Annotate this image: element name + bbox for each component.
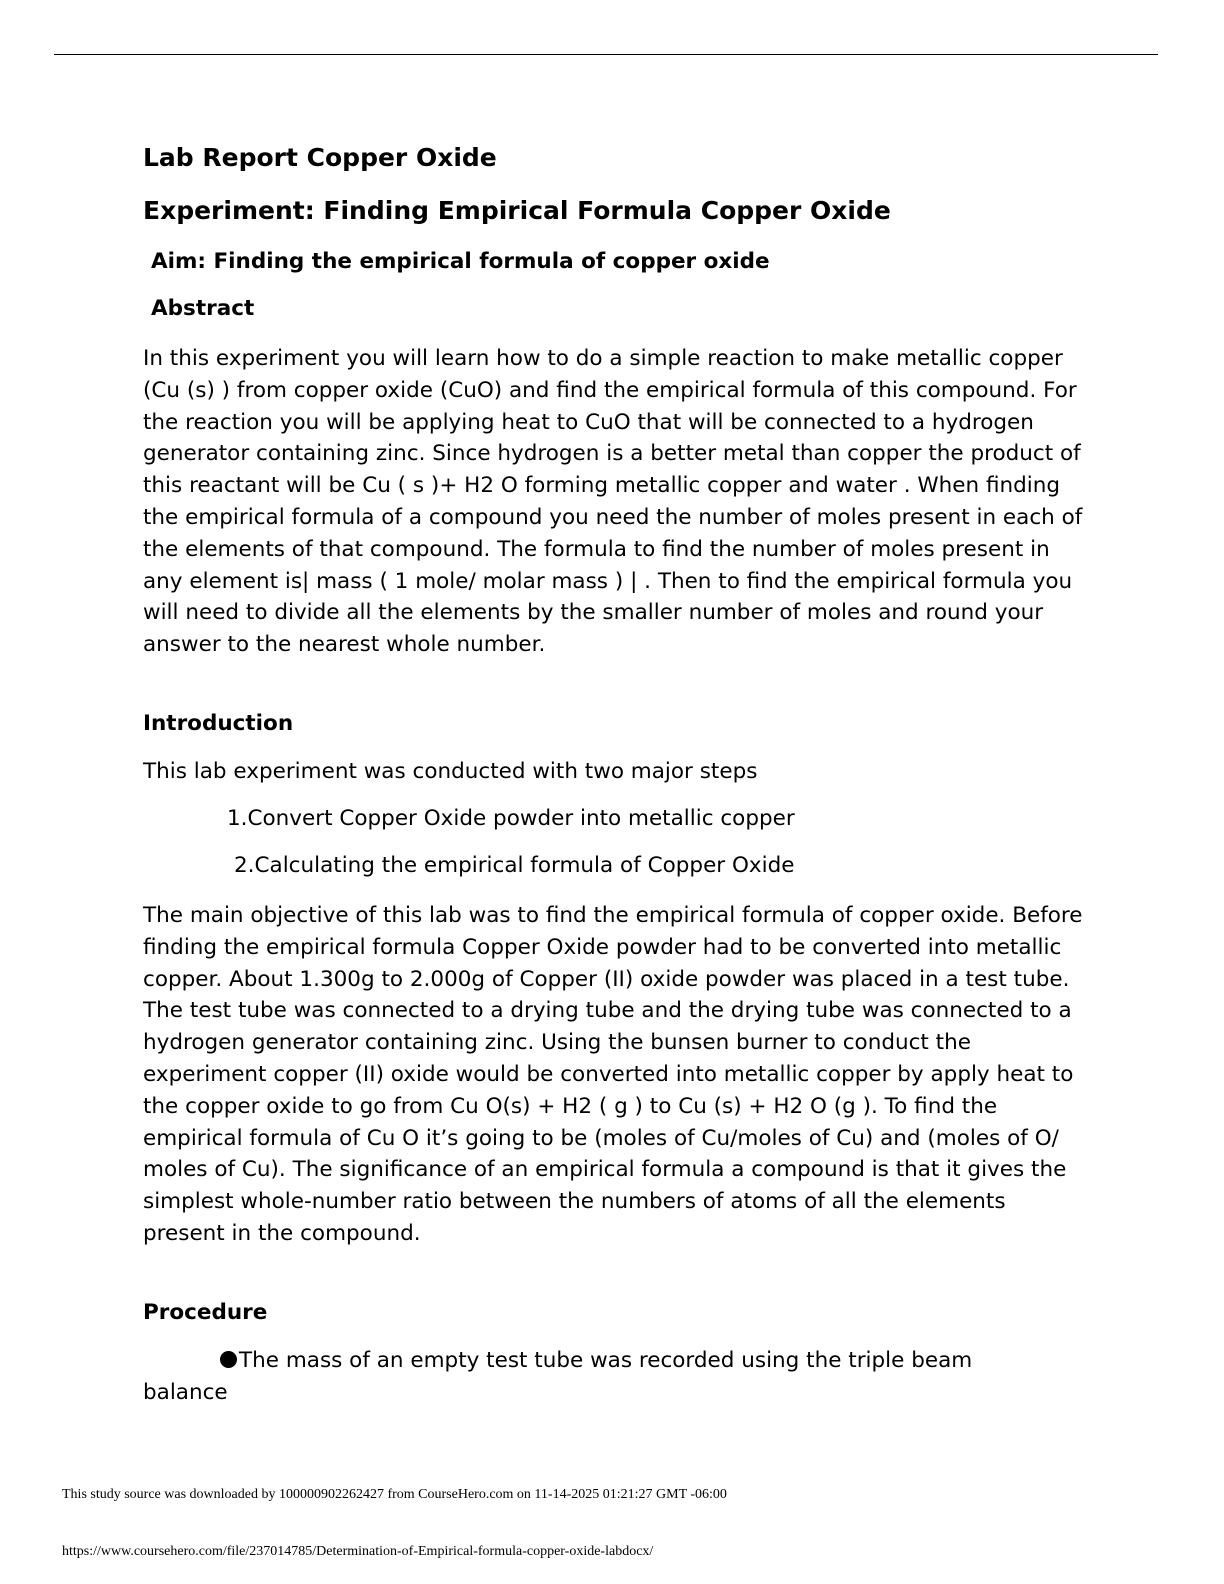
- abstract-heading: Abstract: [151, 296, 255, 321]
- introduction-lead: This lab experiment was conducted with two major steps: [143, 759, 758, 784]
- source-url[interactable]: https://www.coursehero.com/file/237014785/Determination-of-Empirical-formula-copper-oxide-labdocx/: [62, 1544, 654, 1559]
- procedure-heading: Procedure: [143, 1300, 268, 1325]
- introduction-paragraph: The main objective of this lab was to find the empirical formula of copper oxide. Before finding the empirical formula Copper Oxide powder had to be converted into metallic copper. About 1.300g to 2.000g of Copper (II) oxide powder was placed in a test tube. The test tube was connected to a drying tube and the drying tube was connected to a hydrogen generator containing zinc. Using the bunsen burner to conduct the experiment copper (II) oxide would be converted into metallic copper by apply heat to the copper oxide to go from Cu O(s) + H2 ( g ) to Cu (s) + H2 O (g ). To find the empirical formula of Cu O it’s going to be (moles of Cu/moles of Cu) and (moles of O/ moles of Cu). The significance of an empirical formula a compound is that it gives the simplest whole-number ratio between the numbers of atoms of all the elements present in the compound.: [143, 903, 1083, 1246]
- top-divider: [54, 54, 1158, 55]
- procedure-item: [220, 1347, 972, 1375]
- step-item: 2.Calculating the empirical formula of Copper Oxide: [234, 853, 795, 878]
- aim-heading: Aim: Finding the empirical formula of copper oxide: [151, 249, 770, 274]
- experiment-heading: Experiment: Finding Empirical Formula Copper Oxide: [143, 196, 891, 225]
- procedure-item-text: The mass of an empty test tube was recorded using the triple beam: [239, 1348, 973, 1373]
- introduction-heading: Introduction: [143, 711, 294, 736]
- bullet-icon: [220, 1351, 237, 1368]
- abstract-paragraph: In this experiment you will learn how to do a simple reaction to make metallic copper (Cu (s) ) from copper oxide (CuO) and find the empirical formula of this compound. For the reaction you will be applying heat to CuO that will be connected to a hydrogen generator containing zinc. Since hydrogen is a better metal than copper the product of this reactant will be Cu ( s )+ H2 O forming metallic copper and water . When finding the empirical formula of a compound you need the number of moles present in each of the elements of that compound. The formula to find the number of moles present in any element is| mass ( 1 mole/ molar mass ) | . Then to find the empirical formula you will need to divide all the elements by the smaller number of moles and round your answer to the nearest whole number.: [143, 346, 1083, 658]
- step-item: 1.Convert Copper Oxide powder into metallic copper: [227, 806, 795, 831]
- download-source-note: This study source was downloaded by 100000902262427 from CourseHero.com on 11-14-2025 01:21:27 GMT -06:00: [62, 1487, 727, 1502]
- document-title: Lab Report Copper Oxide: [143, 143, 497, 172]
- procedure-item-continuation: balance: [143, 1380, 228, 1405]
